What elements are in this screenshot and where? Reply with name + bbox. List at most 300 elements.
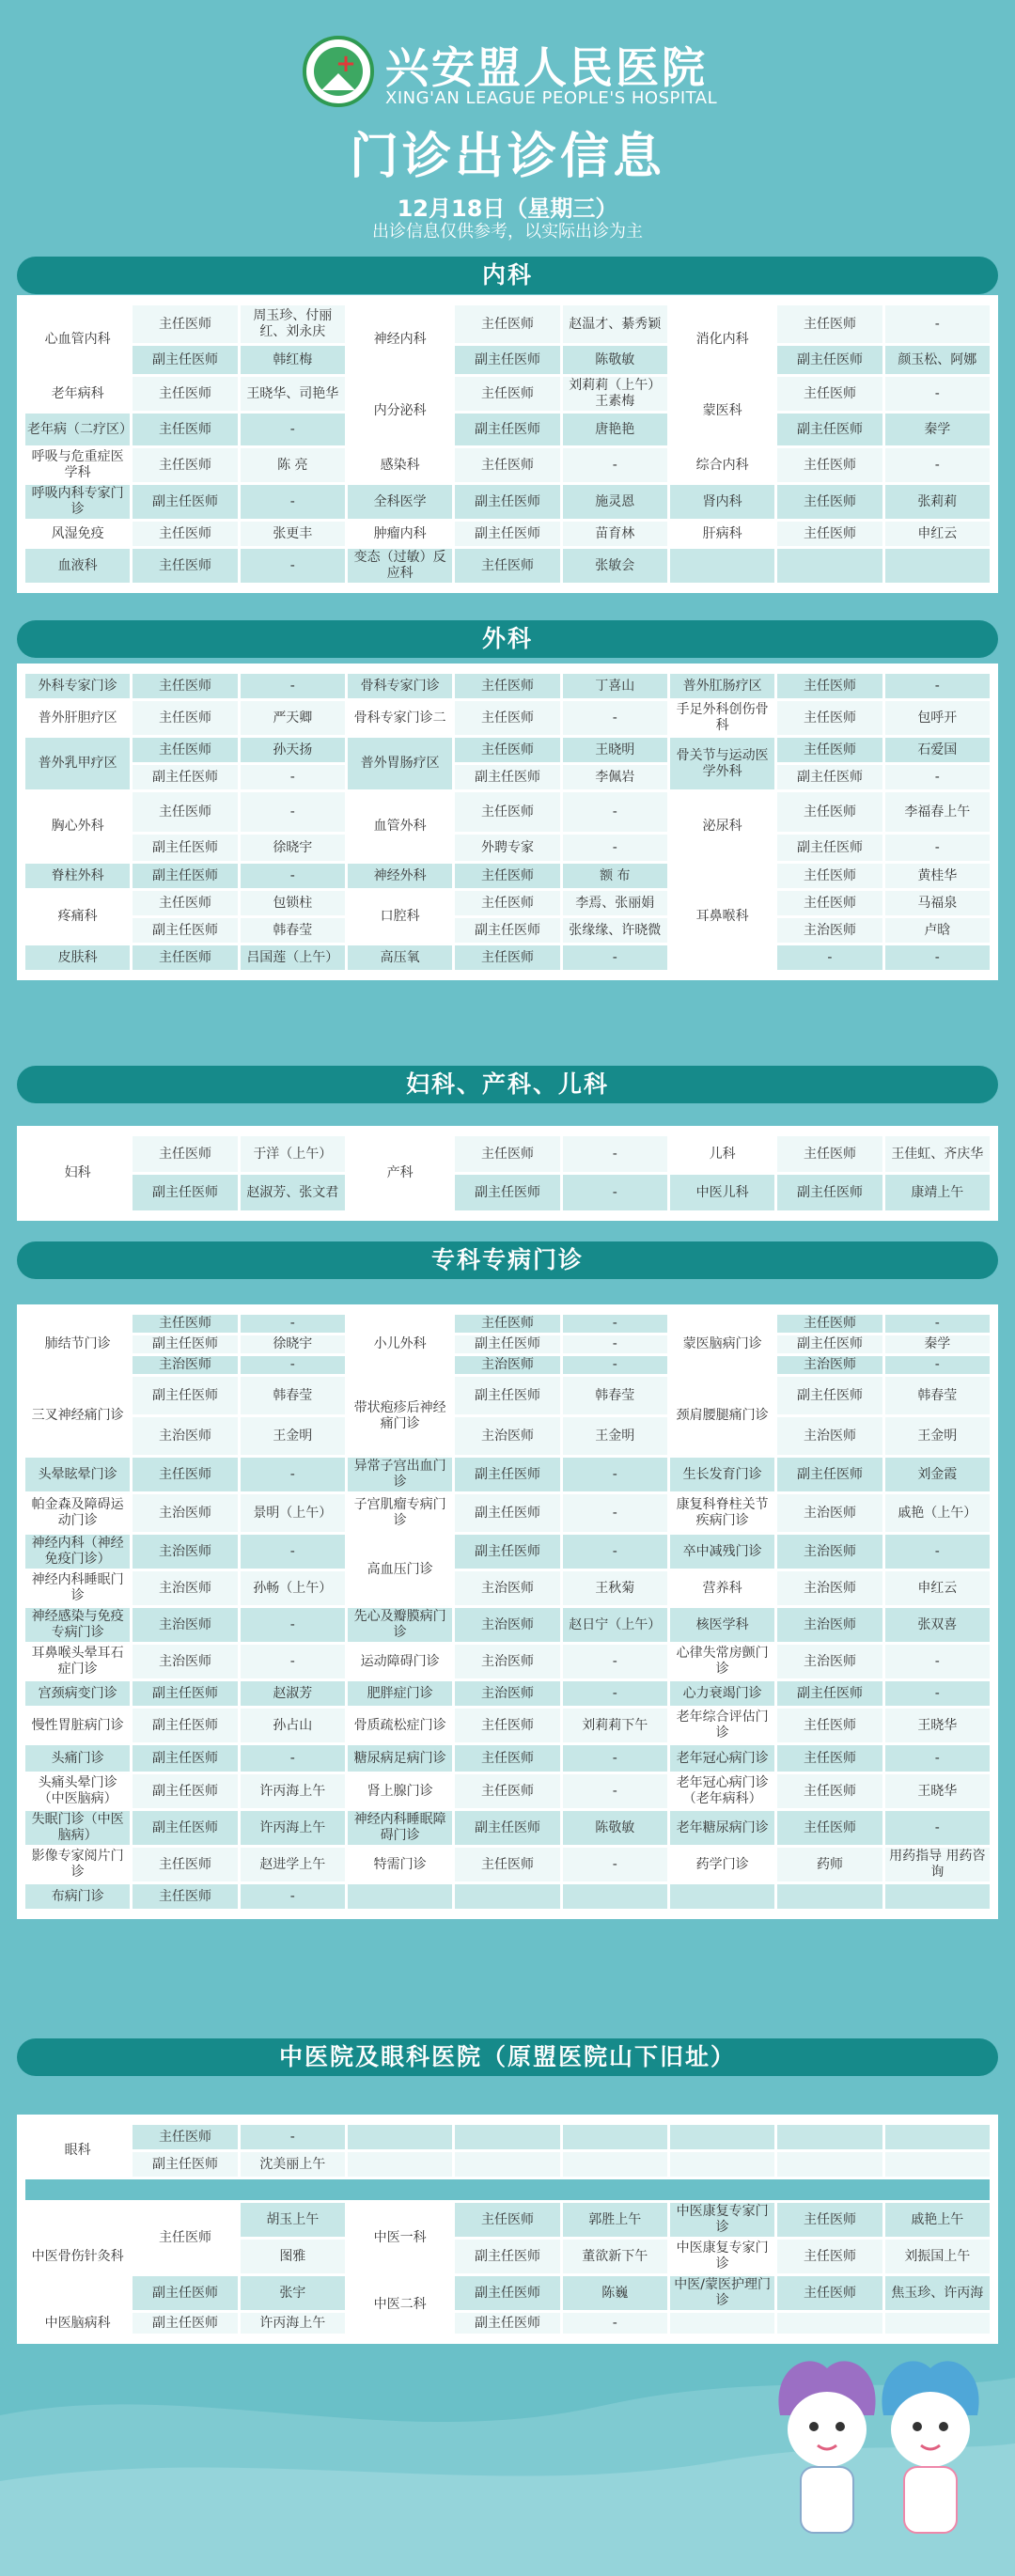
schedule-cell: 主治医师: [133, 1535, 237, 1569]
schedule-cell: 副主任医师: [455, 765, 559, 789]
schedule-cell: 主任医师: [777, 1709, 882, 1742]
schedule-cell: 刘振国上午: [885, 2240, 990, 2273]
schedule-cell: 张缘缘、许晓微: [563, 918, 667, 943]
schedule-cell: 卒中减残门诊: [670, 1535, 774, 1569]
schedule-cell: -: [241, 1458, 345, 1491]
schedule-cell: 郭胜上午: [563, 2203, 667, 2237]
schedule-cell: -: [241, 1315, 345, 1333]
schedule-cell: 赵温才、綦秀颖: [563, 305, 667, 343]
schedule-row: [25, 918, 990, 943]
schedule-cell: 主任医师: [777, 738, 882, 762]
schedule-cell: 高血压门诊: [348, 1535, 452, 1605]
schedule-cell: 副主任医师: [455, 2240, 559, 2273]
schedule-cell: 王金明: [563, 1417, 667, 1455]
schedule-cell: -: [241, 414, 345, 445]
schedule-cell: 韩春莹: [563, 1377, 667, 1414]
schedule-cell: [455, 2152, 559, 2177]
schedule-cell: 徐晓宇: [241, 1335, 345, 1353]
schedule-cell: 王佳虹、齐庆华: [885, 1136, 990, 1172]
schedule-cell: 皮肤科: [25, 945, 130, 970]
schedule-cell: -: [563, 1535, 667, 1569]
schedule-cell: 张宇: [241, 2276, 345, 2310]
schedule-cell: 肥胖症门诊: [348, 1681, 452, 1706]
schedule-cell: 中医骨伤针灸科: [25, 2203, 130, 2310]
schedule-cell: 骨科专家门诊: [348, 674, 452, 698]
schedule-row: [25, 2203, 990, 2237]
schedule-row: [25, 485, 990, 519]
schedule-cell: 主任医师: [133, 522, 237, 546]
schedule-cell: -: [241, 1608, 345, 1642]
schedule-cell: 徐晓宇: [241, 835, 345, 861]
schedule-cell: 副主任医师: [455, 1494, 559, 1532]
schedule-cell: 张莉莉: [885, 485, 990, 519]
hospital-name-en: XING'AN LEAGUE PEOPLE'S HOSPITAL: [385, 88, 718, 108]
schedule-cell: 风湿免疫: [25, 522, 130, 546]
schedule-cell: 刘莉莉下午: [563, 1709, 667, 1742]
schedule-cell: 副主任医师: [133, 1335, 237, 1353]
schedule-cell: 主治医师: [777, 1417, 882, 1455]
schedule-cell: [348, 1884, 452, 1909]
schedule-cell: 药师: [777, 1848, 882, 1881]
schedule-cell: 刘金霞: [885, 1458, 990, 1491]
schedule-row: [25, 765, 990, 789]
schedule-cell: -: [563, 1681, 667, 1706]
schedule-row: [25, 1458, 990, 1491]
schedule-cell: -: [241, 1884, 345, 1909]
schedule-cell: 主任医师: [133, 891, 237, 915]
schedule-cell: [563, 2125, 667, 2149]
schedule-cell: 中医儿科: [670, 1175, 774, 1210]
schedule-cell: 副主任医师: [133, 485, 237, 519]
schedule-cell: 副主任医师: [777, 835, 882, 861]
schedule-cell: 综合内科: [670, 448, 774, 482]
schedule-row: [25, 1335, 990, 1353]
schedule-cell: 主任医师: [133, 448, 237, 482]
page-title: 门诊出诊信息: [349, 129, 665, 185]
schedule-cell: 糖尿病足病门诊: [348, 1745, 452, 1772]
schedule-cell: 主治医师: [133, 1571, 237, 1605]
schedule-cell: 王秋菊: [563, 1571, 667, 1605]
schedule-cell: 宫颈病变门诊: [25, 1681, 130, 1706]
schedule-row: [25, 2125, 990, 2149]
schedule-cell: 主治医师: [455, 1645, 559, 1678]
schedule-cell: 焦玉珍、许丙海: [885, 2276, 990, 2310]
schedule-cell: [885, 2313, 990, 2334]
schedule-cell: 心律失常房颤门诊: [670, 1645, 774, 1678]
hospital-logo-icon: +: [303, 36, 374, 107]
schedule-cell: 副主任医师: [455, 485, 559, 519]
schedule-cell: 慢性胃脏病门诊: [25, 1709, 130, 1742]
schedule-cell: 陈敬敏: [563, 1811, 667, 1845]
schedule-cell: 心血管内科: [25, 305, 130, 374]
schedule-cell: 副主任医师: [777, 346, 882, 374]
schedule-cell: 主任医师: [455, 945, 559, 970]
schedule-cell: 主任医师: [133, 674, 237, 698]
schedule-cell: 主任医师: [455, 674, 559, 698]
schedule-row: [25, 1884, 990, 1909]
section-obgyn-pediatrics: [17, 1126, 998, 1221]
schedule-cell: [563, 1884, 667, 1909]
schedule-cell: 核医学科: [670, 1608, 774, 1642]
schedule-row: [25, 792, 990, 832]
schedule-cell: -: [563, 1848, 667, 1881]
schedule-cell: 副主任医师: [455, 1335, 559, 1353]
schedule-cell: 骨关节与运动医学外科: [670, 738, 774, 789]
schedule-cell: [455, 1884, 559, 1909]
schedule-cell: 副主任医师: [133, 2276, 237, 2310]
schedule-cell: 主治医师: [777, 1494, 882, 1532]
schedule-cell: 副主任医师: [133, 1709, 237, 1742]
schedule-cell: 主任医师: [455, 1774, 559, 1808]
section-title-obgyn-pediatrics: 妇科、产科、儿科: [17, 1066, 998, 1103]
schedule-cell: [885, 1884, 990, 1909]
schedule-cell: [777, 2152, 882, 2177]
section-title-surgery: 外科: [17, 620, 998, 658]
schedule-cell: 卢晗: [885, 918, 990, 943]
schedule-cell: 王晓明: [563, 738, 667, 762]
schedule-cell: 疼痛科: [25, 891, 130, 943]
schedule-cell: 血管外科: [348, 792, 452, 861]
schedule-cell: 颈肩腰腿痛门诊: [670, 1377, 774, 1455]
schedule-row: [25, 448, 990, 482]
schedule-cell: 变态（过敏）反应科: [348, 549, 452, 583]
schedule-cell: 副主任医师: [133, 765, 237, 789]
schedule-cell: -: [885, 448, 990, 482]
schedule-cell: 眼科: [25, 2125, 130, 2177]
schedule-cell: 马福泉: [885, 891, 990, 915]
schedule-cell: -: [563, 1494, 667, 1532]
schedule-cell: -: [885, 1356, 990, 1374]
schedule-cell: -: [241, 765, 345, 789]
schedule-cell: 老年冠心病门诊: [670, 1745, 774, 1772]
schedule-cell: -: [563, 835, 667, 861]
schedule-cell: 孙天扬: [241, 738, 345, 762]
schedule-cell: 老年病（二疗区）: [25, 414, 130, 445]
schedule-cell: 主任医师: [777, 1811, 882, 1845]
schedule-cell: 主任医师: [133, 1315, 237, 1333]
schedule-row: [25, 305, 990, 343]
schedule-cell: 黄桂华: [885, 864, 990, 888]
schedule-cell: 脊柱外科: [25, 864, 130, 888]
schedule-cell: 影像专家阅片门诊: [25, 1848, 130, 1881]
schedule-cell: 图雅: [241, 2240, 345, 2273]
schedule-cell: -: [563, 701, 667, 735]
schedule-cell: 许丙海上午: [241, 1811, 345, 1845]
schedule-row: [25, 1136, 990, 1172]
schedule-cell: 帕金森及障碍运动门诊: [25, 1494, 130, 1532]
schedule-row: [25, 1175, 990, 1210]
schedule-cell: 主任医师: [133, 377, 237, 411]
schedule-cell: 心力衰竭门诊: [670, 1681, 774, 1706]
schedule-row: [25, 1709, 990, 1742]
schedule-cell: -: [241, 792, 345, 832]
schedule-cell: 主任医师: [777, 1136, 882, 1172]
schedule-cell: 运动障碍门诊: [348, 1645, 452, 1678]
schedule-cell: -: [885, 1535, 990, 1569]
schedule-cell: 副主任医师: [133, 1377, 237, 1414]
schedule-row: [25, 701, 990, 735]
schedule-cell: 主任医师: [133, 945, 237, 970]
schedule-cell: 主任医师: [455, 1136, 559, 1172]
schedule-cell: 副主任医师: [455, 1811, 559, 1845]
schedule-cell: 副主任医师: [455, 1175, 559, 1210]
schedule-cell: 呼吸与危重症医学科: [25, 448, 130, 482]
schedule-cell: 赵日宁（上午）: [563, 1608, 667, 1642]
header: [0, 0, 1015, 273]
schedule-row: [25, 1417, 990, 1455]
schedule-row: [25, 1745, 990, 1772]
schedule-cell: 李焉、张丽娟: [563, 891, 667, 915]
schedule-cell: 蒙医科: [670, 377, 774, 445]
schedule-cell: 包锁柱: [241, 891, 345, 915]
hospital-name: 兴安盟人民医院: [385, 42, 708, 93]
schedule-cell: -: [885, 1645, 990, 1678]
schedule-cell: [885, 549, 990, 583]
schedule-cell: 主任医师: [455, 2203, 559, 2237]
schedule-row: [25, 1774, 990, 1808]
schedule-cell: 主治医师: [133, 1494, 237, 1532]
schedule-cell: 李福春上午: [885, 792, 990, 832]
schedule-cell: 李佩岩: [563, 765, 667, 789]
schedule-cell: -: [885, 377, 990, 411]
schedule-cell: 胸心外科: [25, 792, 130, 861]
schedule-cell: -: [241, 2125, 345, 2149]
schedule-row: [25, 1356, 990, 1374]
schedule-cell: 主任医师: [455, 1745, 559, 1772]
schedule-cell: 周玉珍、付丽红、刘永庆: [241, 305, 345, 343]
schedule-cell: [563, 2152, 667, 2177]
schedule-cell: 主任医师: [777, 1774, 882, 1808]
schedule-cell: 肺结节门诊: [25, 1315, 130, 1374]
schedule-cell: 主治医师: [777, 1608, 882, 1642]
schedule-cell: 副主任医师: [777, 1681, 882, 1706]
schedule-cell: 戚艳上午: [885, 2203, 990, 2237]
schedule-row: [25, 414, 990, 445]
schedule-cell: 副主任医师: [133, 346, 237, 374]
schedule-cell: 老年冠心病门诊（老年病科）: [670, 1774, 774, 1808]
schedule-cell: 营养科: [670, 1571, 774, 1605]
schedule-cell: 王晓华、司艳华: [241, 377, 345, 411]
schedule-cell: 韩春莹: [241, 918, 345, 943]
schedule-cell: [670, 2152, 774, 2177]
schedule-cell: 主任医师: [133, 305, 237, 343]
schedule-cell: 副主任医师: [133, 1681, 237, 1706]
schedule-cell: 许丙海上午: [241, 1774, 345, 1808]
schedule-cell: 神经内科: [348, 305, 452, 374]
schedule-row: [25, 2276, 990, 2310]
schedule-row: [25, 1608, 990, 1642]
schedule-cell: 先心及瓣膜病门诊: [348, 1608, 452, 1642]
schedule-cell: 副主任医师: [133, 1774, 237, 1808]
schedule-cell: 张更丰: [241, 522, 345, 546]
schedule-cell: 主任医师: [455, 1709, 559, 1742]
schedule-cell: 子宫肌瘤专病门诊: [348, 1494, 452, 1532]
schedule-cell: 普外肛肠疗区: [670, 674, 774, 698]
schedule-cell: -: [885, 674, 990, 698]
schedule-cell: 主任医师: [777, 1745, 882, 1772]
schedule-row: [25, 1535, 990, 1569]
schedule-cell: 主任医师: [133, 549, 237, 583]
schedule-cell: 失眠门诊（中医脑病）: [25, 1811, 130, 1845]
schedule-cell: 胡玉上午: [241, 2203, 345, 2237]
schedule-cell: 副主任医师: [455, 918, 559, 943]
schedule-cell: 主任医师: [777, 674, 882, 698]
schedule-cell: 主任医师: [455, 891, 559, 915]
schedule-cell: 肾内科: [670, 485, 774, 519]
schedule-cell: 产科: [348, 1136, 452, 1210]
schedule-cell: 主任医师: [133, 792, 237, 832]
schedule-cell: 肾上腺门诊: [348, 1774, 452, 1808]
schedule-cell: 普外胃肠疗区: [348, 738, 452, 789]
schedule-cell: -: [777, 945, 882, 970]
schedule-cell: 儿科: [670, 1136, 774, 1172]
schedule-cell: -: [563, 1136, 667, 1172]
schedule-cell: 神经感染与免疫专病门诊: [25, 1608, 130, 1642]
schedule-cell: -: [241, 1535, 345, 1569]
schedule-cell: -: [885, 305, 990, 343]
schedule-cell: [885, 2152, 990, 2177]
schedule-cell: 普外肝胆疗区: [25, 701, 130, 735]
schedule-row: [25, 945, 990, 970]
schedule-cell: -: [885, 835, 990, 861]
schedule-cell: -: [563, 945, 667, 970]
section-title-specialty-clinics: 专科专病门诊: [17, 1241, 998, 1279]
schedule-cell: -: [241, 1645, 345, 1678]
schedule-cell: 严天卿: [241, 701, 345, 735]
schedule-cell: 董欲新下午: [563, 2240, 667, 2273]
schedule-cell: 骨质疏松症门诊: [348, 1709, 452, 1742]
schedule-cell: 主治医师: [455, 1681, 559, 1706]
schedule-cell: 神经外科: [348, 864, 452, 888]
schedule-cell: 主任医师: [133, 2203, 237, 2273]
schedule-cell: 老年综合评估门诊: [670, 1709, 774, 1742]
schedule-cell: 副主任医师: [455, 346, 559, 374]
schedule-cell: 头痛门诊: [25, 1745, 130, 1772]
schedule-cell: 主任医师: [455, 1848, 559, 1881]
schedule-notice: 出诊信息仅供参考，以实际出诊为主: [372, 222, 643, 242]
section-title-internal: 内科: [17, 257, 998, 294]
schedule-row: [25, 522, 990, 546]
schedule-cell: -: [885, 945, 990, 970]
mascot-illustration: [0, 2340, 1015, 2576]
schedule-row: [25, 1645, 990, 1678]
schedule-cell: 口腔科: [348, 891, 452, 943]
schedule-cell: 孙畅（上午）: [241, 1571, 345, 1605]
schedule-cell: 韩春莹: [885, 1377, 990, 1414]
schedule-cell: -: [885, 1315, 990, 1333]
schedule-cell: 王晓华: [885, 1709, 990, 1742]
schedule-row: [25, 2179, 990, 2200]
schedule-cell: 赵进学上午: [241, 1848, 345, 1881]
schedule-cell: 副主任医师: [133, 864, 237, 888]
schedule-cell: 康靖上午: [885, 1175, 990, 1210]
schedule-cell: -: [563, 1645, 667, 1678]
schedule-cell: -: [241, 1356, 345, 1374]
schedule-cell: 主任医师: [777, 792, 882, 832]
section-internal: [17, 295, 998, 593]
schedule-cell: 韩春莹: [241, 1377, 345, 1414]
schedule-cell: -: [563, 1315, 667, 1333]
schedule-cell: [777, 2125, 882, 2149]
schedule-cell: 手足外科创伤骨科: [670, 701, 774, 735]
schedule-cell: 副主任医师: [455, 414, 559, 445]
schedule-cell: [348, 2152, 452, 2177]
schedule-cell: 耳鼻喉头晕耳石症门诊: [25, 1645, 130, 1678]
section-gap: [25, 2179, 990, 2200]
schedule-cell: 主任医师: [777, 305, 882, 343]
schedule-row: [25, 2152, 990, 2177]
schedule-cell: 主任医师: [455, 738, 559, 762]
schedule-cell: 副主任医师: [455, 2276, 559, 2310]
schedule-cell: 陈巍: [563, 2276, 667, 2310]
section-surgery: [17, 664, 998, 980]
schedule-row: [25, 864, 990, 888]
schedule-cell: 主任医师: [777, 1315, 882, 1333]
schedule-row: [25, 2313, 990, 2334]
schedule-cell: 主治医师: [777, 918, 882, 943]
schedule-cell: 王金明: [885, 1417, 990, 1455]
schedule-cell: 唐艳艳: [563, 414, 667, 445]
schedule-cell: 主任医师: [133, 1458, 237, 1491]
schedule-cell: -: [563, 1745, 667, 1772]
schedule-cell: 副主任医师: [777, 765, 882, 789]
schedule-row: [25, 835, 990, 861]
schedule-cell: 副主任医师: [133, 918, 237, 943]
schedule-row: [25, 674, 990, 698]
schedule-row: [25, 1811, 990, 1845]
section-tcm-eye-hospital: [17, 2115, 998, 2344]
schedule-cell: 主任医师: [777, 485, 882, 519]
schedule-cell: 肿瘤内科: [348, 522, 452, 546]
schedule-row: [25, 1681, 990, 1706]
schedule-cell: 生长发育门诊: [670, 1458, 774, 1491]
schedule-cell: 主任医师: [777, 522, 882, 546]
schedule-cell: 中医康复专家门诊: [670, 2203, 774, 2237]
schedule-cell: 副主任医师: [455, 1535, 559, 1569]
schedule-cell: 三叉神经痛门诊: [25, 1377, 130, 1455]
schedule-cell: 副主任医师: [777, 414, 882, 445]
schedule-cell: -: [563, 1335, 667, 1353]
schedule-cell: 石爱国: [885, 738, 990, 762]
schedule-row: [25, 346, 990, 374]
schedule-cell: [885, 2125, 990, 2149]
schedule-cell: 布病门诊: [25, 1884, 130, 1909]
schedule-cell: [670, 549, 774, 583]
schedule-date: 12月18日（星期三）: [397, 195, 618, 222]
schedule-cell: 主治医师: [777, 1356, 882, 1374]
schedule-cell: -: [563, 1175, 667, 1210]
schedule-cell: 中医二科: [348, 2276, 452, 2334]
schedule-cell: -: [563, 448, 667, 482]
schedule-cell: -: [241, 1745, 345, 1772]
schedule-cell: 头晕眩晕门诊: [25, 1458, 130, 1491]
section-specialty-clinics: [17, 1304, 998, 1919]
schedule-cell: 主任医师: [133, 1136, 237, 1172]
schedule-cell: [670, 2313, 774, 2334]
schedule-cell: 主任医师: [133, 1848, 237, 1881]
schedule-cell: 主任医师: [777, 448, 882, 482]
schedule-cell: 肝病科: [670, 522, 774, 546]
schedule-cell: -: [241, 485, 345, 519]
schedule-cell: 全科医学: [348, 485, 452, 519]
schedule-cell: 赵淑芳: [241, 1681, 345, 1706]
schedule-cell: 泌尿科: [670, 792, 774, 861]
schedule-cell: 主任医师: [133, 1884, 237, 1909]
schedule-row: [25, 1494, 990, 1532]
schedule-cell: [777, 2313, 882, 2334]
schedule-cell: 副主任医师: [777, 1175, 882, 1210]
schedule-cell: 神经内科（神经免疫门诊）: [25, 1535, 130, 1569]
